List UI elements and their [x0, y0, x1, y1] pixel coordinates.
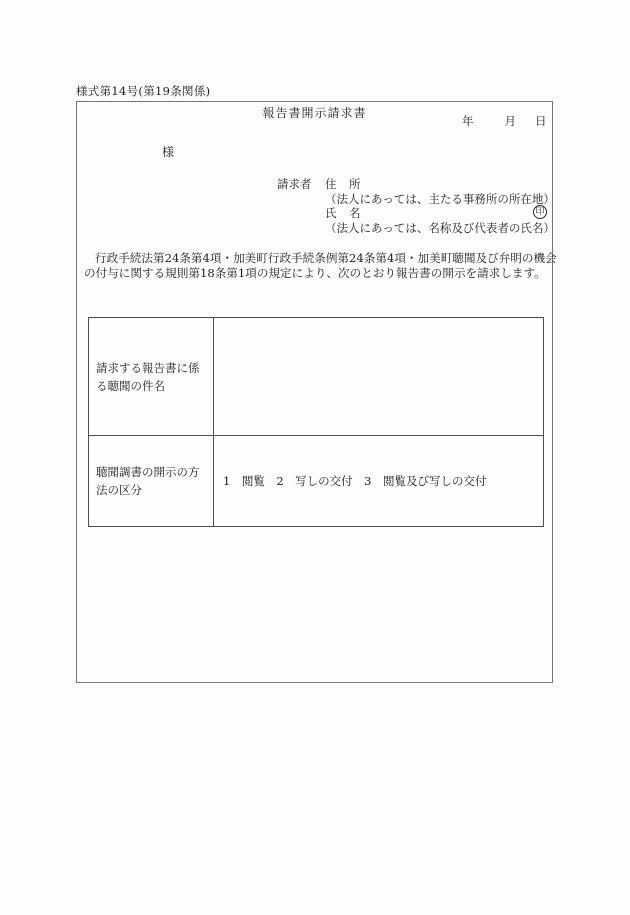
- addressee-honorific: 様: [162, 145, 175, 159]
- requester-name-label: 氏 名: [325, 206, 361, 220]
- date-day-label: 日: [535, 114, 547, 128]
- requester-address-label: 住 所: [325, 177, 361, 191]
- requester-address-note: （法人にあっては、主たる事務所の所在地）: [325, 191, 555, 206]
- statement-line-1: 行政手続法第24条第4項・加美町行政手続条例第24条第4項・加美町聴聞及び弁明の機会: [95, 251, 557, 265]
- date-year-label: 年: [462, 114, 474, 128]
- date-month-label: 月: [504, 114, 516, 128]
- table-row-2-label: 聴聞調書の開示の方法の区分: [89, 436, 214, 527]
- request-statement: [84, 251, 557, 281]
- request-table: [88, 317, 544, 527]
- table-row-2-value: 1 閲覧 2 写しの交付 3 閲覧及び写しの交付: [214, 436, 544, 527]
- seal-icon: 印: [533, 205, 547, 219]
- statement-line-2: の付与に関する規則第18条第1項の規定により、次のとおり報告書の開示を請求します。: [84, 266, 546, 281]
- requester-label: 請求者: [277, 177, 312, 191]
- date-line: [462, 114, 547, 129]
- table-row-1-value: [214, 318, 544, 436]
- form-number-label: 様式第14号(第19条関係): [76, 84, 211, 98]
- requester-name-note: （法人にあっては、名称及び代表者の氏名）: [325, 220, 555, 235]
- table-row-1-label: 請求する報告書に係る聴聞の件名: [89, 318, 214, 436]
- form-title: 報告書開示請求書: [262, 106, 367, 120]
